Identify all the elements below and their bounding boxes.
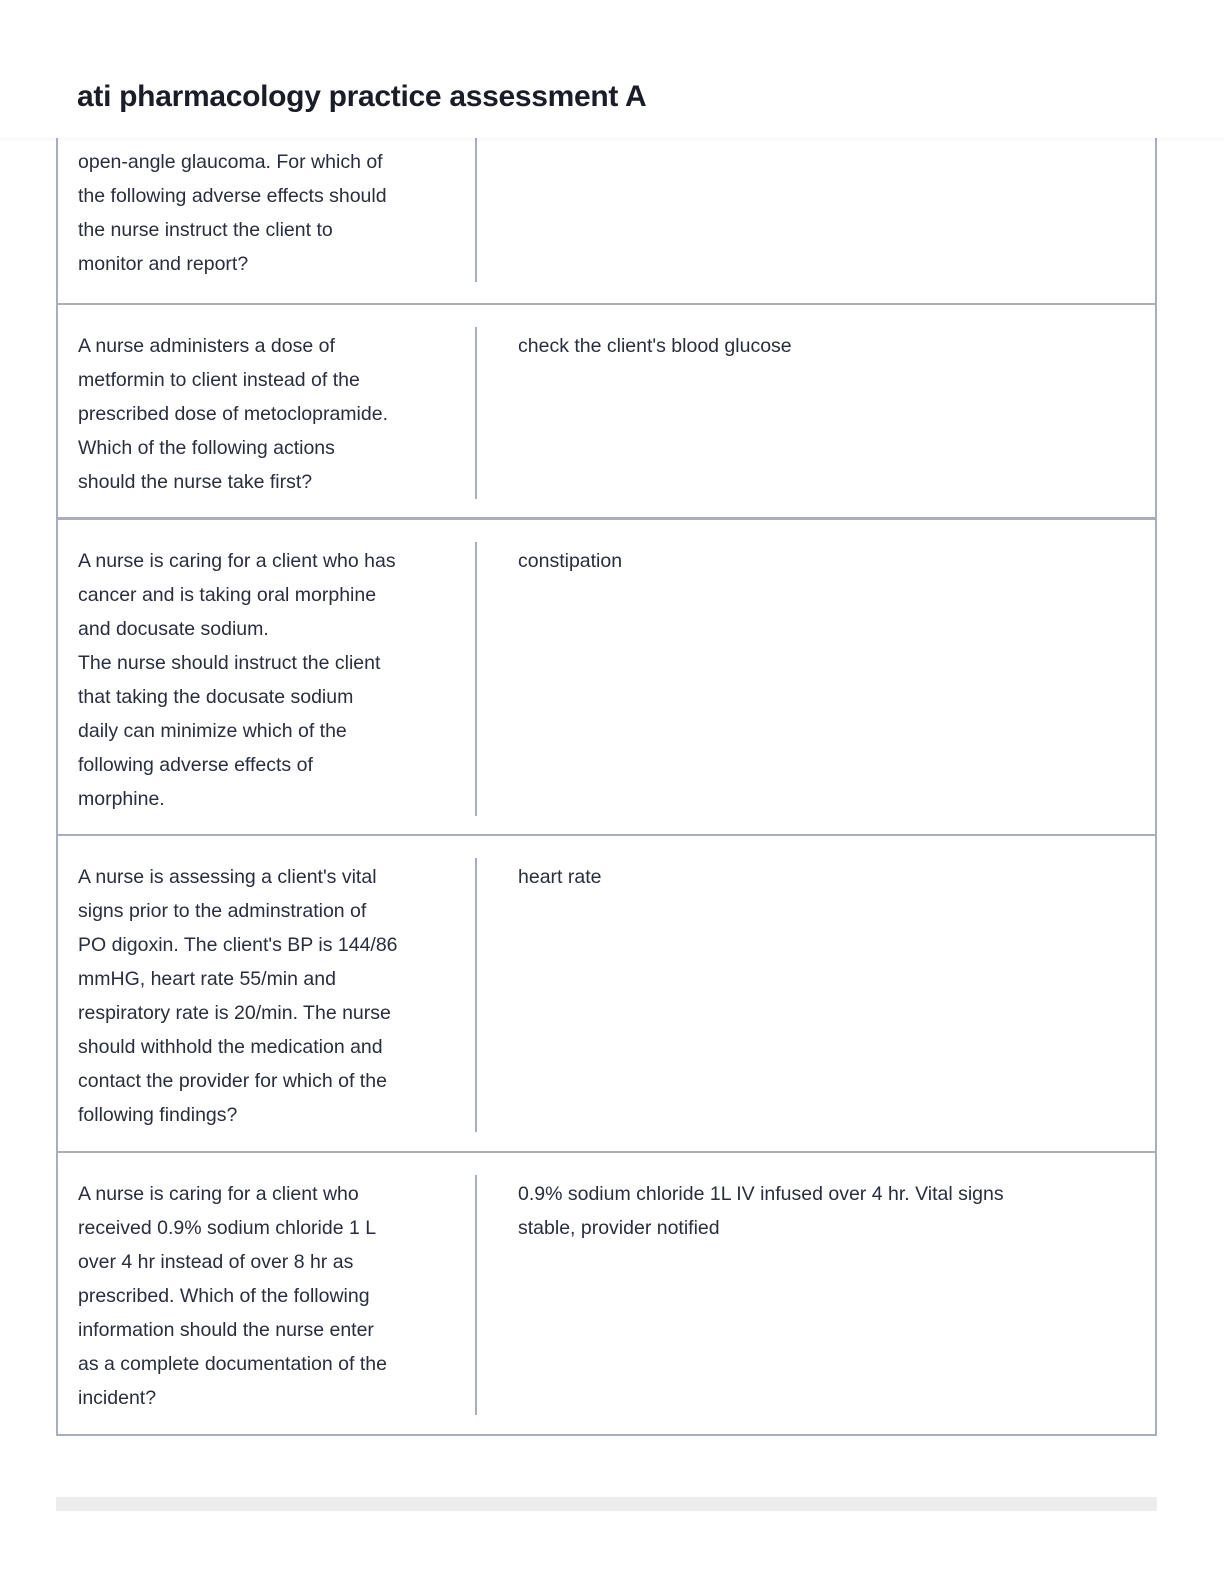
term-line: Which of the following actions (78, 437, 335, 459)
term-line: received 0.9% sodium chloride 1 L (78, 1217, 377, 1239)
card-term (78, 860, 438, 1132)
term-line: prescribed dose of metoclopramide. (78, 403, 388, 425)
term-line: and docusate sodium. (78, 618, 269, 640)
term-line: the following adverse effects should (78, 185, 387, 207)
definition-line: 0.9% sodium chloride 1L IV infused over 4 hr. Vital signs (518, 1183, 1004, 1205)
term-line: respiratory rate is 20/min. The nurse (78, 1002, 391, 1024)
term-line: following adverse effects of (78, 754, 313, 776)
term-line: as a complete documentation of the (78, 1353, 387, 1375)
term-line: over 4 hr instead of over 8 hr as (78, 1251, 354, 1273)
card-definition (518, 860, 1078, 894)
card-term (78, 544, 438, 816)
flashcard (56, 1151, 1157, 1436)
term-line: should withhold the medication and (78, 1036, 383, 1058)
term-line: signs prior to the adminstration of (78, 900, 367, 922)
definition-line: constipation (518, 550, 623, 572)
term-line: cancer and is taking oral morphine (78, 584, 377, 606)
term-line: prescribed. Which of the following (78, 1285, 370, 1307)
flashcard (56, 834, 1157, 1153)
card-divider (475, 120, 477, 282)
card-definition (518, 329, 1078, 363)
card-divider (475, 327, 477, 499)
term-line: monitor and report? (78, 253, 249, 275)
card-definition (518, 1177, 1078, 1245)
term-line: The nurse should instruct the client (78, 652, 381, 674)
flashcard (56, 518, 1157, 836)
term-line: morphine. (78, 788, 165, 810)
term-line: open-angle glaucoma. For which of (78, 151, 383, 173)
flashcard (56, 120, 1157, 305)
term-line: contact the provider for which of the (78, 1070, 387, 1092)
term-line: A nurse is caring for a client who has (78, 550, 396, 572)
definition-line: check the client's blood glucose (518, 335, 792, 357)
term-line: should the nurse take first? (78, 471, 313, 493)
term-line: following findings? (78, 1104, 238, 1126)
flashcard (56, 303, 1157, 519)
term-line: metformin to client instead of the (78, 369, 360, 391)
flashcard-list (56, 0, 1157, 1584)
card-divider (475, 1175, 477, 1415)
definition-line: heart rate (518, 866, 602, 888)
card-divider (475, 858, 477, 1132)
term-line: A nurse administers a dose of (78, 335, 335, 357)
header (0, 0, 1224, 138)
term-line: A nurse is assessing a client's vital (78, 866, 377, 888)
term-line: mmHG, heart rate 55/min and (78, 968, 336, 990)
term-line: daily can minimize which of the (78, 720, 347, 742)
card-divider (475, 542, 477, 816)
card-term (78, 329, 438, 499)
card-definition (518, 544, 1078, 578)
card-term (78, 1177, 438, 1415)
term-line: PO digoxin. The client's BP is 144/86 (78, 934, 398, 956)
term-line: the nurse instruct the client to (78, 219, 333, 241)
definition-line: stable, provider notified (518, 1217, 720, 1239)
term-line: information should the nurse enter (78, 1319, 374, 1341)
footer-bar (56, 1497, 1157, 1511)
term-line: A nurse is caring for a client who (78, 1183, 359, 1205)
card-term (78, 145, 438, 281)
term-line: incident? (78, 1387, 157, 1409)
term-line: that taking the docusate sodium (78, 686, 354, 708)
page-title: ati pharmacology practice assessment A (77, 80, 647, 113)
